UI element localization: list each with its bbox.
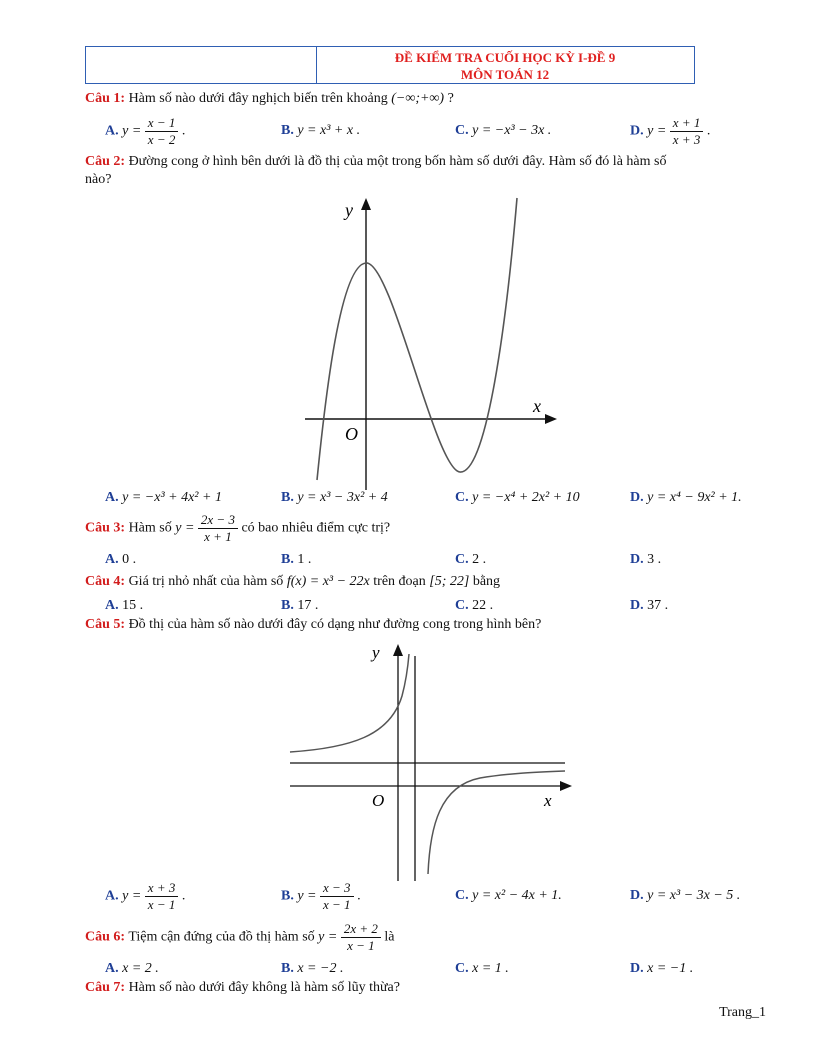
q2-option-a[interactable] — [105, 490, 222, 506]
fraction-numerator: 2x + 2 — [341, 921, 381, 938]
q3-option-b[interactable] — [281, 552, 311, 568]
q1-option-b[interactable] — [281, 123, 360, 139]
q6-option-c[interactable] — [455, 961, 509, 977]
q1-text: Hàm số nào dưới đây nghịch biến trên khoảng — [128, 91, 388, 106]
fraction-denominator: x + 3 — [672, 132, 701, 147]
option-expression: y = −x³ + 4x² + 1 — [122, 490, 222, 505]
q4-function: f(x) = x³ − 22x — [286, 574, 370, 589]
origin-label: O — [372, 791, 385, 810]
q3-option-c[interactable] — [455, 552, 486, 568]
option-expression: 17 . — [297, 598, 319, 613]
q4-stem — [85, 574, 500, 590]
fraction-denominator: x − 1 — [347, 938, 375, 953]
q2-option-d[interactable] — [630, 490, 742, 506]
q7-text: Hàm số nào dưới đây không là hàm số lũy thừa? — [128, 980, 400, 995]
option-prefix: y = — [297, 888, 317, 904]
header-right-cell — [316, 47, 694, 83]
q6-stem — [85, 921, 394, 954]
x-axis-arrow-icon — [545, 414, 557, 424]
option-letter: C. — [455, 598, 469, 613]
q5-option-c[interactable] — [455, 888, 562, 904]
q7-label: Câu 7: — [85, 980, 126, 995]
q4-option-c[interactable] — [455, 598, 493, 614]
option-prefix: y = — [122, 888, 142, 904]
exam-subject: MÔN TOÁN 12 — [460, 67, 550, 82]
fraction — [198, 512, 238, 545]
q1-stem — [85, 91, 454, 107]
page-number: Trang_1 — [719, 1005, 766, 1020]
option-expression: y = x² − 4x + 1. — [472, 888, 562, 903]
fraction-numerator: x − 1 — [145, 115, 179, 132]
option-suffix: . — [357, 888, 361, 904]
fraction — [145, 115, 179, 148]
q6-option-d[interactable] — [630, 961, 693, 977]
option-prefix: y = — [122, 123, 142, 139]
option-letter: B. — [281, 598, 294, 613]
x-axis-label: x — [533, 396, 541, 416]
fraction — [145, 880, 179, 913]
fraction-denominator: x − 1 — [147, 897, 176, 912]
q6-label: Câu 6: — [85, 929, 126, 945]
q2-label: Câu 2: — [85, 154, 126, 169]
option-expression: y = −x⁴ + 2x² + 10 — [472, 490, 580, 505]
option-expression: 3 . — [647, 552, 662, 567]
option-suffix: . — [181, 123, 186, 139]
option-expression: x = 1 . — [472, 961, 509, 976]
option-letter: C. — [455, 552, 469, 567]
option-letter: A. — [105, 552, 119, 567]
q4-text-tail: bằng — [472, 574, 501, 589]
exam-header-box — [85, 46, 695, 84]
q6-text-pre: Tiệm cận đứng của đồ thị hàm số — [128, 929, 315, 945]
fraction-denominator: x − 2 — [147, 132, 176, 147]
fraction-numerator: x − 3 — [320, 880, 354, 897]
option-expression: 22 . — [472, 598, 494, 613]
q3-label: Câu 3: — [85, 520, 126, 536]
q1-label: Câu 1: — [85, 91, 126, 106]
option-expression: 15 . — [122, 598, 144, 613]
fraction — [341, 921, 381, 954]
y-axis-label: y — [372, 643, 380, 662]
fraction-denominator: x − 1 — [323, 897, 351, 912]
option-expression: y = x³ − 3x − 5 . — [647, 888, 741, 903]
fraction-numerator: x + 3 — [145, 880, 179, 897]
option-expression: y = x³ − 3x² + 4 — [297, 490, 388, 505]
q1-interval: (−∞;+∞) — [391, 91, 445, 106]
q2-option-b[interactable] — [281, 490, 388, 506]
option-expression: x = −2 . — [297, 961, 344, 976]
q3-stem — [85, 512, 390, 545]
q5-option-d[interactable] — [630, 888, 740, 904]
option-letter: A. — [105, 490, 119, 505]
option-letter: B. — [281, 552, 294, 567]
left-branch-curve — [290, 654, 409, 752]
y-axis-arrow-icon — [361, 198, 371, 210]
option-letter: C. — [455, 123, 469, 138]
q3-text-pre: Hàm số — [128, 520, 172, 536]
y-axis-arrow-icon — [393, 644, 403, 656]
option-expression: 0 . — [122, 552, 137, 567]
option-letter: C. — [455, 961, 469, 976]
option-suffix: . — [181, 888, 186, 904]
option-letter: D. — [630, 490, 644, 505]
q5-text: Đồ thị của hàm số nào dưới đây có dạng như đường cong trong hình bên? — [128, 617, 542, 632]
y-axis-label: y — [345, 200, 353, 220]
option-letter: B. — [281, 888, 294, 904]
option-expression: 2 . — [472, 552, 487, 567]
option-expression: x = 2 . — [122, 961, 159, 976]
fraction — [320, 880, 354, 913]
q2-stem-line2: nào? — [85, 172, 112, 187]
q6-text-post: là — [384, 929, 395, 945]
q3-option-d[interactable] — [630, 552, 661, 568]
q5-label: Câu 5: — [85, 617, 126, 632]
q2-option-c[interactable] — [455, 490, 580, 506]
option-prefix: y = — [647, 123, 667, 139]
q4-option-b[interactable] — [281, 598, 318, 614]
q2-stem — [85, 154, 666, 170]
option-letter: A. — [105, 598, 119, 613]
q1-tail: ? — [447, 91, 454, 106]
q5-stem — [85, 617, 541, 633]
option-expression: x = −1 . — [647, 961, 694, 976]
fraction — [670, 115, 704, 148]
option-expression: y = x⁴ − 9x² + 1. — [647, 490, 742, 505]
fraction-numerator: 2x − 3 — [198, 512, 238, 529]
exam-title: ĐỀ KIỂM TRA CUỐI HỌC KỲ I-ĐỀ 9 — [394, 50, 616, 65]
option-expression: 1 . — [297, 552, 312, 567]
q3-text-post: có bao nhiêu điểm cực trị? — [241, 520, 391, 536]
option-letter: D. — [630, 123, 644, 139]
q7-stem — [85, 980, 400, 996]
option-letter: A. — [105, 123, 119, 139]
option-suffix: . — [706, 123, 711, 139]
option-letter: D. — [630, 888, 644, 903]
option-letter: A. — [105, 961, 119, 976]
option-letter: D. — [630, 598, 644, 613]
q4-text: Giá trị nhỏ nhất của hàm số — [128, 574, 284, 589]
option-letter: C. — [455, 888, 469, 903]
q1-option-c[interactable] — [455, 123, 551, 139]
q1-option-a[interactable] — [105, 115, 185, 148]
q6-function-prefix: y = — [318, 929, 338, 945]
q4-option-a[interactable] — [105, 598, 143, 614]
x-axis-arrow-icon — [560, 781, 572, 791]
q4-text-mid: trên đoạn — [373, 574, 426, 589]
option-letter: D. — [630, 961, 644, 976]
q4-interval: [5; 22] — [429, 574, 470, 589]
q4-label: Câu 4: — [85, 574, 126, 589]
q3-function-prefix: y = — [175, 520, 195, 536]
header-left-cell — [86, 47, 317, 83]
origin-label: O — [345, 424, 358, 444]
option-expression: y = −x³ − 3x . — [472, 123, 552, 138]
q5-option-b[interactable] — [281, 880, 361, 913]
fraction-numerator: x + 1 — [670, 115, 704, 132]
q2-text: Đường cong ở hình bên dưới là đồ thị của một trong bốn hàm số dưới đây. Hàm số đó là hàm số — [128, 154, 667, 169]
option-letter: B. — [281, 961, 294, 976]
option-letter: C. — [455, 490, 469, 505]
x-axis-label: x — [544, 791, 552, 810]
q5-rational-graph — [280, 636, 580, 881]
q1-option-d[interactable] — [630, 115, 710, 148]
option-expression: 37 . — [647, 598, 669, 613]
q5-option-a[interactable] — [105, 880, 185, 913]
q3-option-a[interactable] — [105, 552, 136, 568]
option-letter: B. — [281, 490, 294, 505]
q4-option-d[interactable] — [630, 598, 668, 614]
option-expression: y = x³ + x . — [297, 123, 361, 138]
fraction-denominator: x + 1 — [204, 529, 232, 544]
q6-option-b[interactable] — [281, 961, 343, 977]
option-letter: D. — [630, 552, 644, 567]
q2-cubic-graph — [295, 190, 560, 490]
option-letter: B. — [281, 123, 294, 138]
q6-option-a[interactable] — [105, 961, 159, 977]
option-letter: A. — [105, 888, 119, 904]
